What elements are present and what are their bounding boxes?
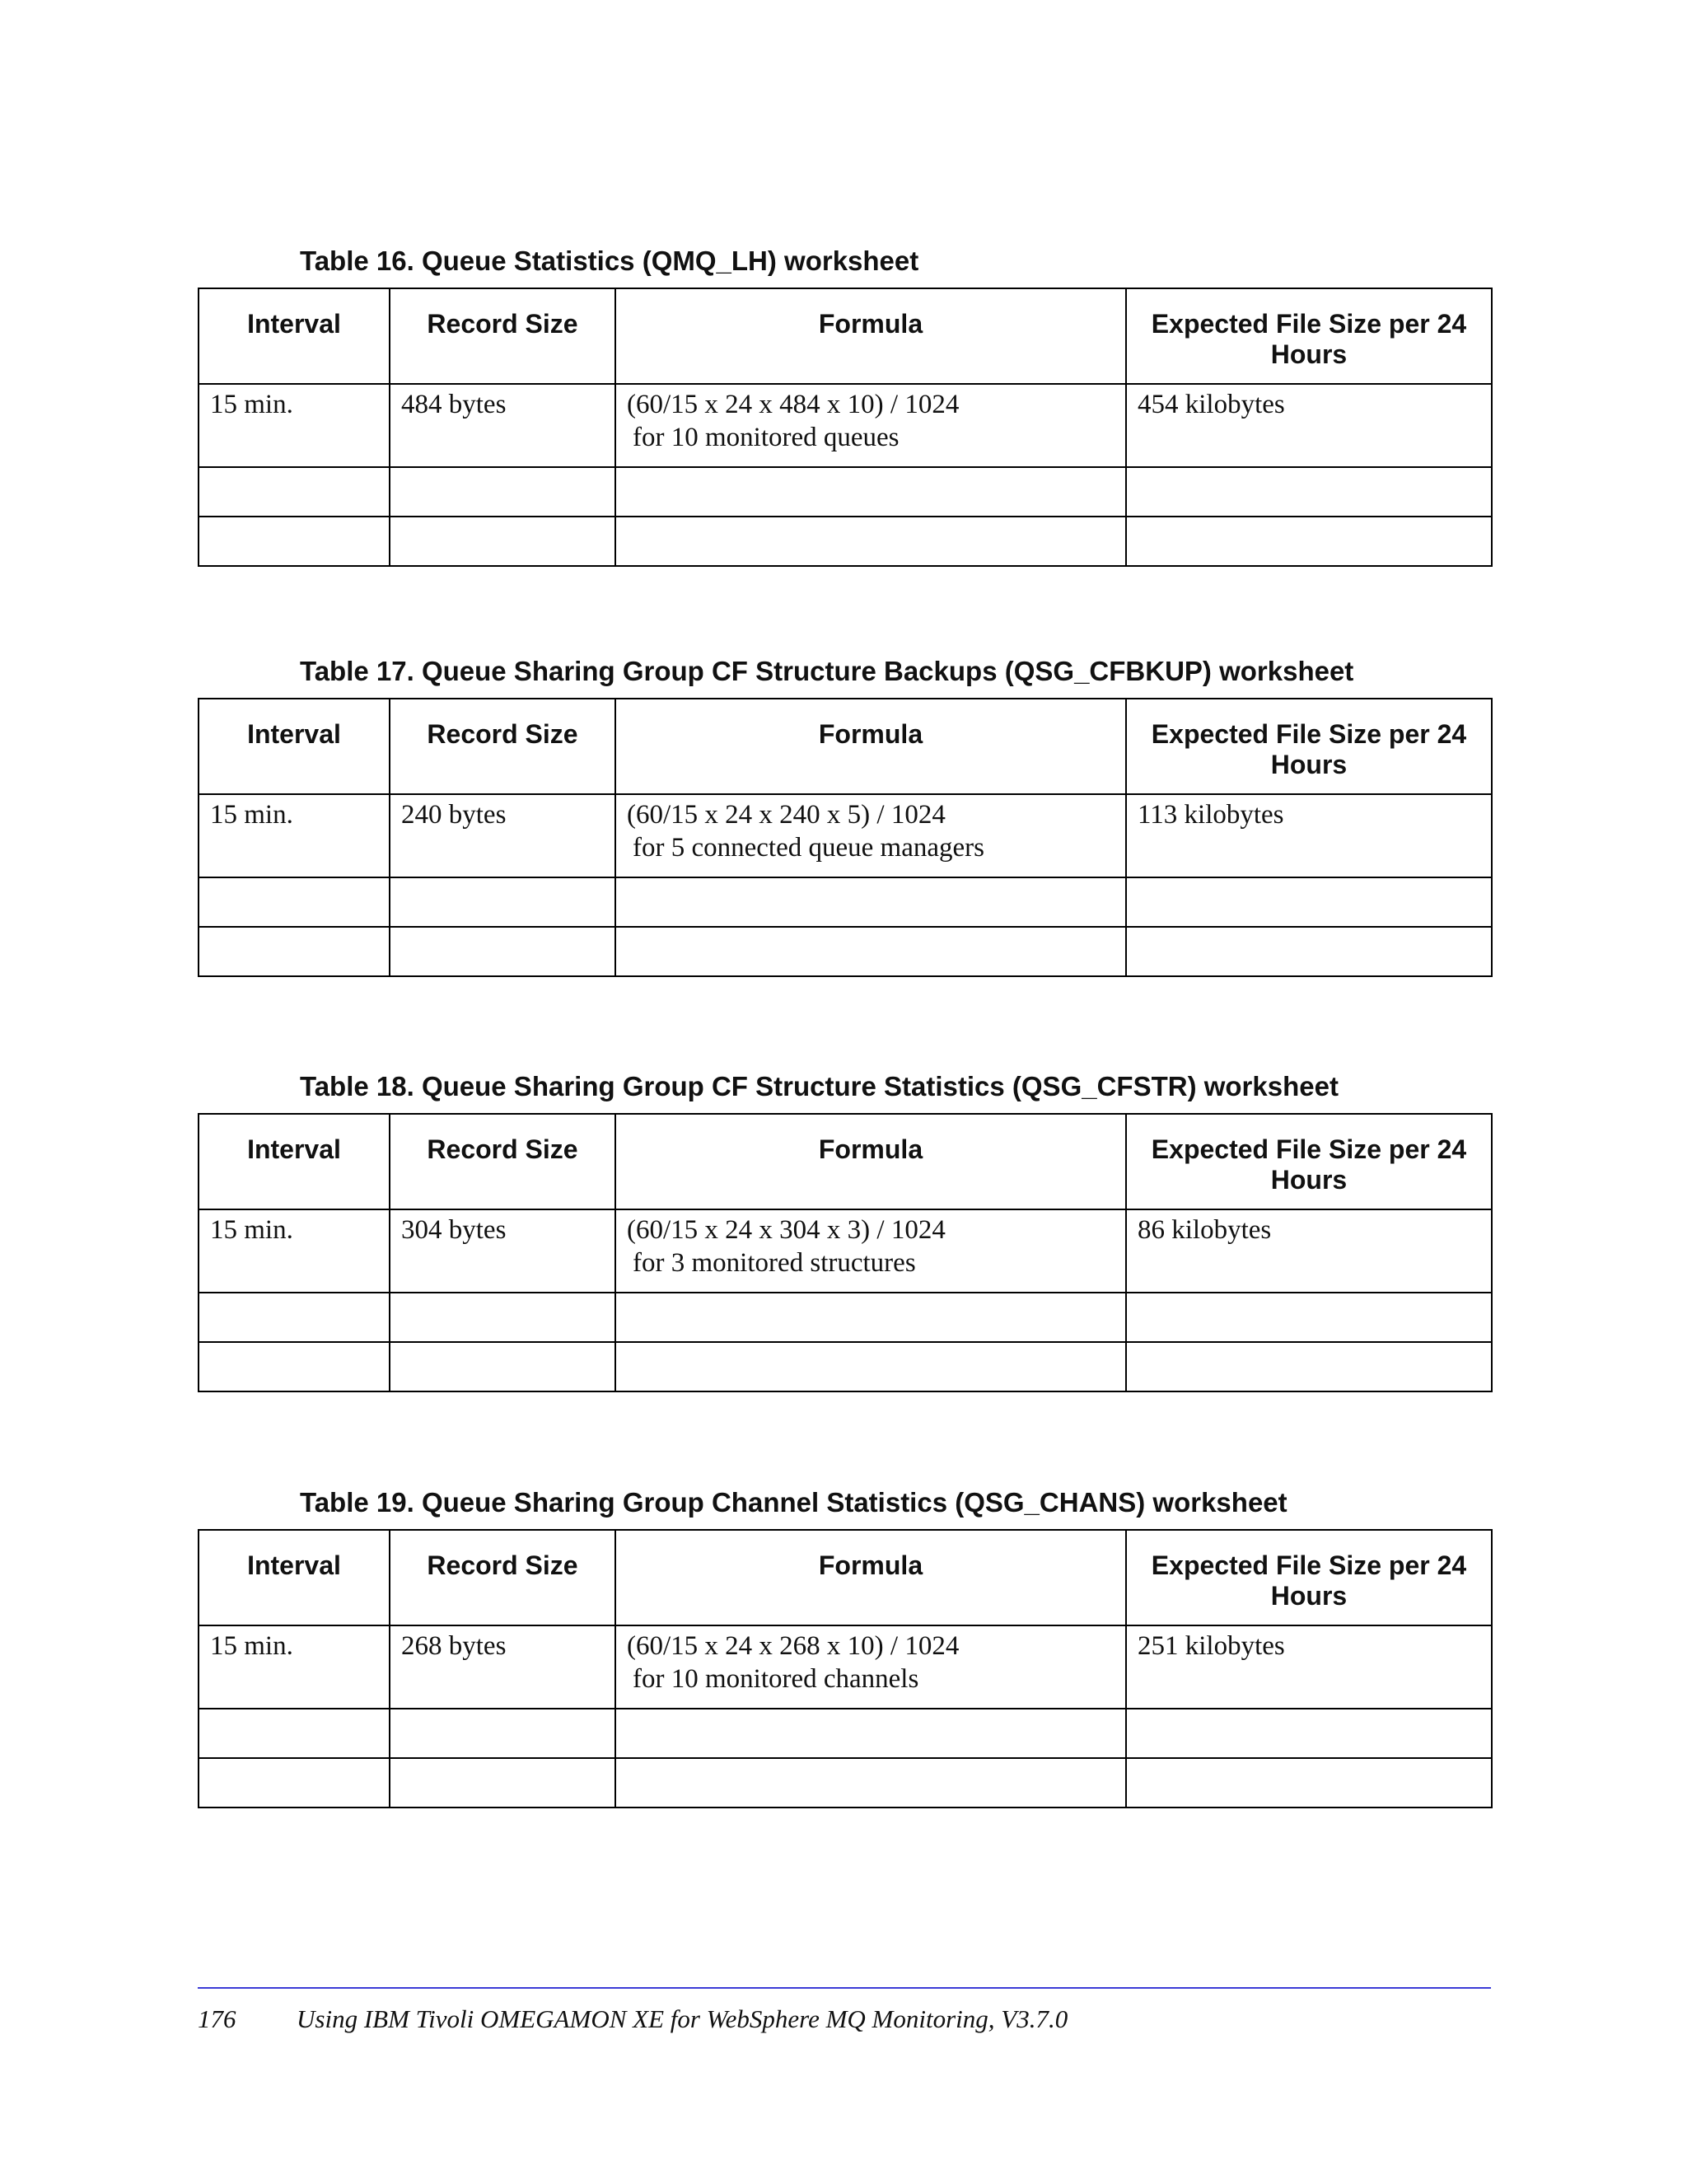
blank-cell[interactable]: [199, 1758, 390, 1808]
blank-cell[interactable]: [1126, 927, 1492, 976]
book-title: Using IBM Tivoli OMEGAMON XE for WebSphere MQ Monitoring, V3.7.0: [297, 2004, 1068, 2033]
worksheet-grid: [198, 1529, 1493, 1808]
formula-expression: (60/15 x 24 x 240 x 5) / 1024: [627, 800, 946, 830]
cell-formula: [615, 1209, 1126, 1293]
table-caption: Table 16. Queue Statistics (QMQ_LH) worksheet: [300, 246, 919, 276]
blank-row: [199, 1758, 1492, 1808]
header-formula: Formula: [615, 288, 1126, 384]
formula-expression: (60/15 x 24 x 304 x 3) / 1024: [627, 1215, 946, 1245]
formula-expression: (60/15 x 24 x 268 x 10) / 1024: [627, 1631, 960, 1661]
header-formula: Formula: [615, 699, 1126, 794]
cell-expected-size: 86 kilobytes: [1126, 1209, 1492, 1293]
header-expected-size: Expected File Size per 24 Hours: [1126, 1114, 1492, 1209]
header-record-size: Record Size: [390, 1530, 615, 1625]
blank-cell[interactable]: [615, 467, 1126, 517]
table-row: [199, 1625, 1492, 1709]
blank-cell[interactable]: [390, 467, 615, 517]
header-record-size: Record Size: [390, 699, 615, 794]
blank-cell[interactable]: [199, 1709, 390, 1758]
blank-row: [199, 517, 1492, 566]
formula-note: for 5 connected queue managers: [633, 833, 984, 863]
table-row: [199, 794, 1492, 877]
cell-record-size: 240 bytes: [390, 794, 615, 877]
blank-cell[interactable]: [390, 927, 615, 976]
table-row: [199, 384, 1492, 467]
blank-cell[interactable]: [615, 517, 1126, 566]
blank-cell[interactable]: [615, 1758, 1126, 1808]
cell-expected-size: 251 kilobytes: [1126, 1625, 1492, 1709]
blank-cell[interactable]: [615, 877, 1126, 927]
cell-record-size: 268 bytes: [390, 1625, 615, 1709]
blank-cell[interactable]: [390, 1293, 615, 1342]
cell-record-size: 484 bytes: [390, 384, 615, 467]
blank-cell[interactable]: [199, 1342, 390, 1391]
blank-cell[interactable]: [199, 517, 390, 566]
header-interval: Interval: [199, 699, 390, 794]
blank-cell[interactable]: [1126, 1342, 1492, 1391]
table-caption: Table 19. Queue Sharing Group Channel Statistics (QSG_CHANS) worksheet: [300, 1487, 1287, 1518]
header-row: [199, 288, 1492, 384]
header-row: [199, 1530, 1492, 1625]
cell-formula: [615, 1625, 1126, 1709]
cell-expected-size: 454 kilobytes: [1126, 384, 1492, 467]
blank-cell[interactable]: [615, 1293, 1126, 1342]
header-record-size: Record Size: [390, 288, 615, 384]
cell-record-size: 304 bytes: [390, 1209, 615, 1293]
blank-row: [199, 877, 1492, 927]
header-interval: Interval: [199, 1114, 390, 1209]
page-number: 176: [198, 2004, 236, 2033]
header-interval: Interval: [199, 1530, 390, 1625]
worksheet-grid: [198, 288, 1493, 567]
table-row: [199, 1209, 1492, 1293]
table-caption: Table 18. Queue Sharing Group CF Structure Statistics (QSG_CFSTR) worksheet: [300, 1071, 1339, 1101]
header-expected-size: Expected File Size per 24 Hours: [1126, 699, 1492, 794]
blank-cell[interactable]: [390, 1758, 615, 1808]
cell-formula: [615, 794, 1126, 877]
cell-interval: 15 min.: [199, 794, 390, 877]
formula-note: for 3 monitored structures: [633, 1248, 916, 1278]
worksheet-grid: [198, 698, 1493, 977]
blank-cell[interactable]: [390, 1342, 615, 1391]
cell-interval: 15 min.: [199, 384, 390, 467]
cell-interval: 15 min.: [199, 1209, 390, 1293]
formula-note: for 10 monitored queues: [633, 423, 900, 452]
header-formula: Formula: [615, 1530, 1126, 1625]
blank-cell[interactable]: [1126, 467, 1492, 517]
blank-row: [199, 1293, 1492, 1342]
blank-cell[interactable]: [199, 467, 390, 517]
blank-cell[interactable]: [615, 927, 1126, 976]
blank-cell[interactable]: [199, 1293, 390, 1342]
blank-cell[interactable]: [615, 1709, 1126, 1758]
header-record-size: Record Size: [390, 1114, 615, 1209]
header-interval: Interval: [199, 288, 390, 384]
blank-cell[interactable]: [390, 1709, 615, 1758]
blank-cell[interactable]: [615, 1342, 1126, 1391]
blank-cell[interactable]: [1126, 1709, 1492, 1758]
formula-note: for 10 monitored channels: [633, 1664, 919, 1694]
blank-row: [199, 927, 1492, 976]
blank-cell[interactable]: [390, 877, 615, 927]
blank-cell[interactable]: [199, 927, 390, 976]
cell-formula: [615, 384, 1126, 467]
blank-cell[interactable]: [390, 517, 615, 566]
formula-expression: (60/15 x 24 x 484 x 10) / 1024: [627, 390, 960, 419]
header-row: [199, 699, 1492, 794]
blank-cell[interactable]: [1126, 1293, 1492, 1342]
blank-cell[interactable]: [1126, 877, 1492, 927]
blank-cell[interactable]: [1126, 517, 1492, 566]
blank-row: [199, 467, 1492, 517]
footer-rule: [198, 1987, 1491, 1989]
table-caption: Table 17. Queue Sharing Group CF Structure Backups (QSG_CFBKUP) worksheet: [300, 656, 1354, 686]
header-expected-size: Expected File Size per 24 Hours: [1126, 288, 1492, 384]
cell-expected-size: 113 kilobytes: [1126, 794, 1492, 877]
blank-row: [199, 1342, 1492, 1391]
worksheet-grid: [198, 1113, 1493, 1392]
blank-cell[interactable]: [199, 877, 390, 927]
header-formula: Formula: [615, 1114, 1126, 1209]
header-expected-size: Expected File Size per 24 Hours: [1126, 1530, 1492, 1625]
blank-row: [199, 1709, 1492, 1758]
header-row: [199, 1114, 1492, 1209]
cell-interval: 15 min.: [199, 1625, 390, 1709]
blank-cell[interactable]: [1126, 1758, 1492, 1808]
